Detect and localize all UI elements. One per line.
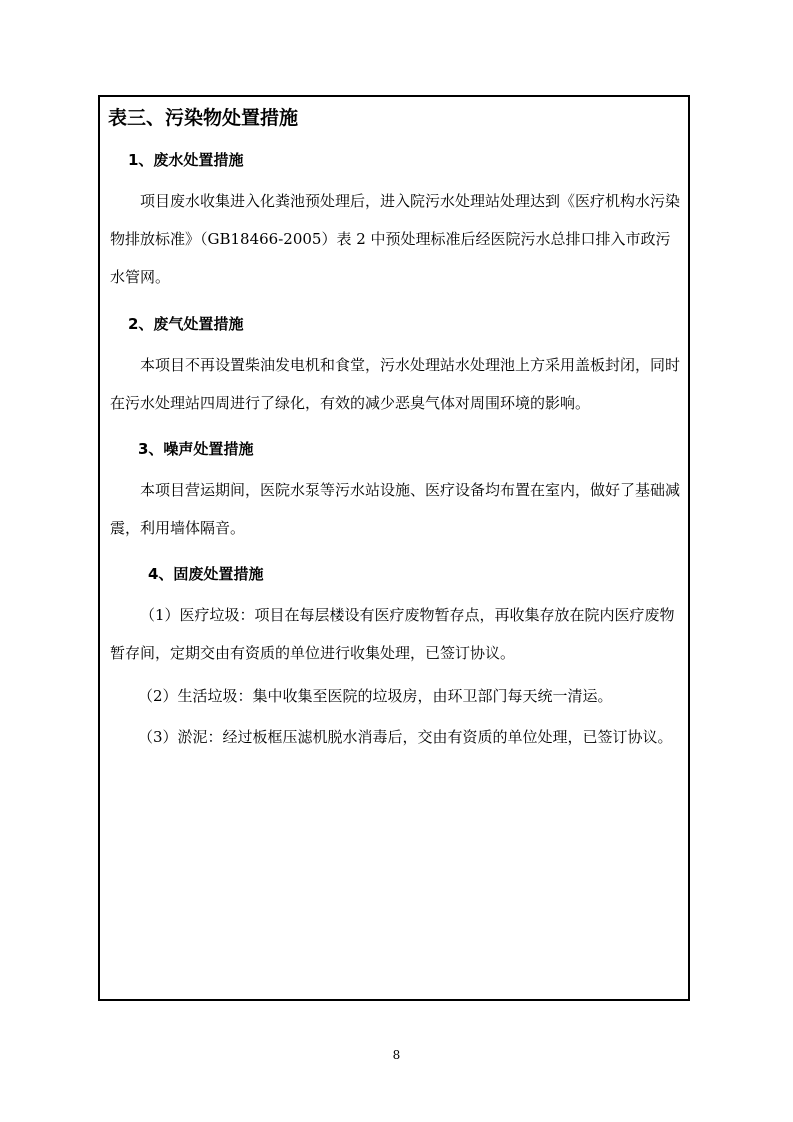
paragraph-noise: 本项目营运期间，医院水泵等污水站设施、医疗设备均布置在室内，做好了基础减震，利用墙体隔音。 xyxy=(110,481,681,537)
paragraph-domestic-waste: （2）生活垃圾：集中收集至医院的垃圾房，由环卫部门每天统一清运。 xyxy=(138,687,613,705)
section-heading-wastewater: 1、废水处置措施 xyxy=(128,151,244,169)
paragraph-sludge: （3）淤泥：经过板框压滤机脱水消毒后，交由有资质的单位处理，已签订协议。 xyxy=(138,728,673,746)
paragraph-wastewater: 项目废水收集进入化粪池预处理后，进入院污水处理站处理达到《医疗机构水污染物排放标准》（GB18466-2005）表 2 中预处理标准后经医院污水总排口排入市政污水管网。 xyxy=(110,192,681,286)
paragraph-medical-waste: （1）医疗垃圾：项目在每层楼设有医疗废物暂存点，再收集存放在院内医疗废物暂存间，定期交由有资质的单位进行收集处理，已签订协议。 xyxy=(110,606,675,662)
section-heading-noise: 3、噪声处置措施 xyxy=(138,440,254,458)
table-title: 表三、污染物处置措施 xyxy=(108,107,299,129)
paragraph-exhaust-gas: 本项目不再设置柴油发电机和食堂，污水处理站水处理池上方采用盖板封闭，同时在污水处理站四周进行了绿化，有效的减少恶臭气体对周围环境的影响。 xyxy=(110,356,681,412)
table-frame xyxy=(98,95,690,1001)
section-heading-exhaust-gas: 2、废气处置措施 xyxy=(128,315,244,333)
section-heading-solid-waste: 4、固废处置措施 xyxy=(148,565,264,583)
page-number: 8 xyxy=(392,1048,401,1062)
